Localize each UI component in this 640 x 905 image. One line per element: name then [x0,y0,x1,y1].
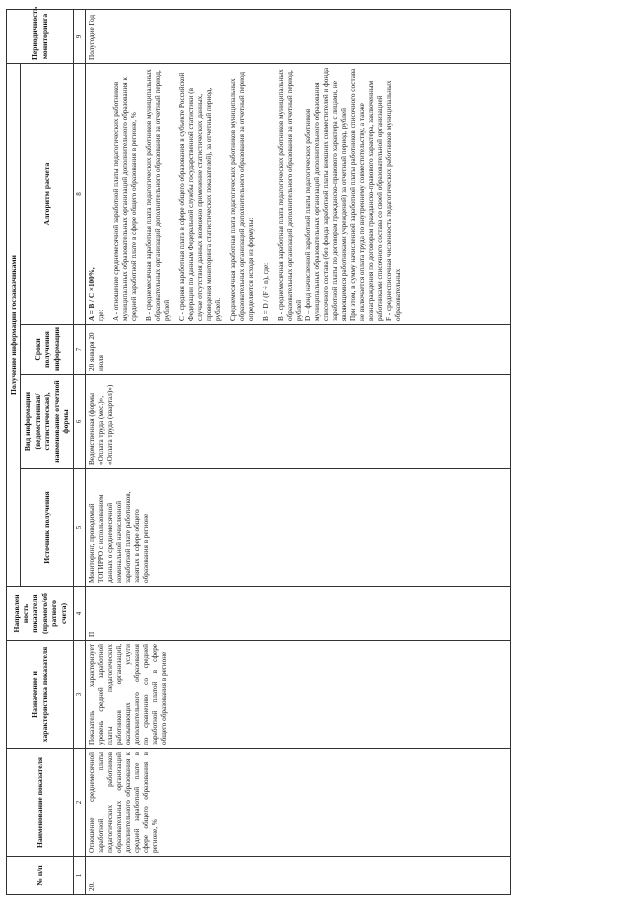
header-direction: Направлен ность показателя (прямого/об ратного счета) [7,587,74,641]
algorithm-text: B - среднемесячная заработная плата педагогических работников муниципальных образовательных организаций дополнительного образования за отчетный период, рублей [276,69,303,321]
algorithm-text: Среднемесячная заработная плата педагогических работников муниципальных образовательных организаций дополнительного образования за отчетный период определяется исходя из формулы: [228,71,255,321]
algorithm-text: A - отношение среднемесячной заработной платы педагогических работников муниципальных образовательных организаций дополнительного образования к средней заработной плате в сфере общего образования в регионе, % [111,77,138,321]
algorithm-text: B - среднемесячная заработная плата педагогических работников муниципальных образовательных организаций дополнительного образования за отчетный период, рублей [144,69,171,321]
row-direction: П [85,587,510,641]
algorithm-text: где: [96,309,105,321]
header-name: Наименование показателя [7,749,74,857]
row-kind: Ведомственная (формы «Оплата труда (мес.)», «Оплата труда (квартал)») [85,375,510,469]
col-number: 5 [73,469,85,587]
algorithm-text: F - среднесписочная численность педагогических работников муниципальных образовательных [384,80,402,321]
row-purpose: Показатель характеризует уровень средней заработной платы педагогических работников организаций, оказывающих услуги дополнительного образования по сравнению со средней заработной платой в сфере общего образования в регионе [85,641,510,749]
header-algorithm: Алгоритм расчета [21,64,73,325]
row-terms: 20 января 20 июля [85,325,510,375]
col-number: 1 [73,857,85,895]
algorithm-text: C - средняя заработная плата в сфере общего образования в субъекте Российской Федерации по данным Федеральной службы государственной статистики (в случае отсутствия данных возможно применение статистических данных, проведения мониторинга статистических показателей), за отчетный период, рублей. [177,72,222,321]
header-terms: Сроки получения информации [21,325,73,375]
col-number: 4 [73,587,85,641]
row-num: 20. [85,857,510,895]
col-number: 8 [73,64,85,325]
header-purpose: Назначение и характеристика показателя [7,641,74,749]
formula-a: A = B / C ×100%, [87,267,96,321]
table-row [85,10,510,895]
header-source: Источник получения [21,469,73,587]
col-number: 9 [73,10,85,64]
header-group: Получение информации госзаказчиками [7,64,21,587]
header-num: № п/п [7,857,74,895]
col-number: 2 [73,749,85,857]
row-name: Отношение среднемесячной заработной платы педагогических работников образовательных организаций дополнительного образования к средней заработной плате в сфере общего образования в регионе, % [85,749,510,857]
row-source: Мониторинг, проводимый ТОГИРРО с использованием данных о среднемесячной номинальной начисленной заработной плате работников, занятых в сфере общего образования в регионе [85,469,510,587]
algorithm-text: D – фонд начисленной заработной платы педагогических работников муниципальных образовательных организаций дополнительного образования списочного состава (без фонда заработной платы внешних совместителей и фонда заработной платы по договорам гражданско-правового характера с лицами, не являющимися работниками учреждений) за отчетный период, рублей [303,67,348,321]
col-number: 6 [73,375,85,469]
col-number: 7 [73,325,85,375]
row-period: Полугодие Год [85,10,510,64]
formula-b: B = D / (F ÷ n), где: [261,262,270,321]
indicator-table [6,6,511,895]
header-period: Периодичность мониторинга [7,10,74,64]
row-algorithm [85,64,510,325]
algorithm-text: При этом, в сумму начисленной заработной платы работников списочного состава не включается оплата труда по внутреннему совместительству, а также вознаграждения по договорам гражданско-правового характера, заключенным работниками списочного состава со своей образовательной организацией [348,68,384,321]
header-kind: Вид информации (ведомственная/ статистическая), наименование отчетной формы [21,375,73,469]
column-numbers-row [73,10,85,895]
col-number: 3 [73,641,85,749]
